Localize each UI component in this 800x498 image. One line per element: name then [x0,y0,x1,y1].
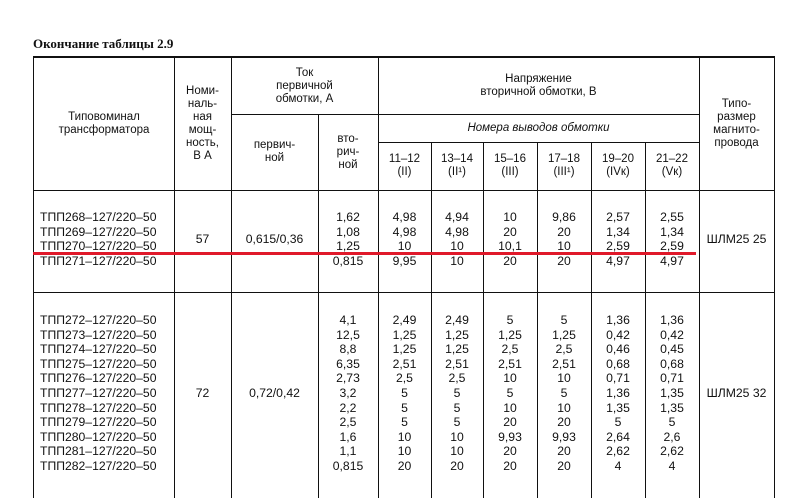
row-voltage-value: 2,5 [555,342,573,357]
row-voltage-value: 2,59 [606,239,630,254]
row-type: ТПП269–127/220–50 [40,224,157,239]
row-voltage-value: 10 [397,429,412,444]
row-voltage-value: 10 [503,210,517,224]
row-voltage-value: 20 [557,253,571,268]
row-voltage-value: 2,57 [606,210,630,224]
table-caption: Окончание таблицы 2.9 [33,36,174,51]
row-secondary-current: 12,5 [336,327,360,342]
row-voltage-value: 5 [401,386,408,400]
group-primary-current: 0,72/0,42 [249,386,300,401]
row-secondary-current: 1,25 [336,239,360,254]
row-voltage-value: 2,64 [606,429,630,444]
row-voltage-value: 1,25 [445,342,469,357]
header-voltage-col: 15–16 (III) [494,153,526,178]
header-voltage-col: 11–12 (II) [388,153,421,178]
row-voltage-value: 2,51 [498,356,522,371]
group-core-size: ШЛМ25 32 [706,386,767,401]
row-voltage-value: 0,46 [606,342,630,357]
header-current-primary: первич- ной [253,139,296,164]
row-voltage-value: 10 [557,371,571,386]
header-current-group: Ток первичной обмотки, А [275,66,334,105]
header-voltage-col: 19–20 (IVк) [602,153,634,178]
row-voltage-value: 1,25 [392,342,417,357]
row-voltage-value: 20 [557,459,571,473]
row-voltage-value: 1,35 [660,386,684,400]
row-voltage-value: 2,62 [660,444,684,459]
row-voltage-value: 20 [557,444,571,459]
row-voltage-value: 1,36 [606,386,630,400]
row-secondary-current: 1,62 [336,210,360,224]
row-voltage-value: 1,34 [660,224,684,239]
row-voltage-value: 1,34 [606,224,630,239]
row-type: ТПП281–127/220–50 [40,444,157,459]
row-voltage-value: 2,49 [392,313,417,327]
row-type: ТПП275–127/220–50 [40,356,157,371]
row-voltage-value: 5 [401,415,408,430]
row-voltage-value: 2,5 [501,342,519,357]
row-voltage-value: 1,36 [660,313,684,327]
group-primary-current: 0,615/0,36 [245,232,304,247]
row-voltage-value: 20 [503,459,517,473]
row-voltage-value: 20 [557,415,571,430]
row-voltage-value: 20 [503,224,517,239]
row-voltage-value: 0,42 [660,327,684,342]
row-voltage-value: 2,6 [663,429,681,444]
row-voltage-value: 5 [560,386,568,400]
row-voltage-value: 0,45 [660,342,684,357]
row-type: ТПП271–127/220–50 [40,253,157,268]
row-voltage-value: 1,25 [552,327,576,342]
group-power-value: 72 [195,386,210,401]
row-voltage-value: 20 [503,415,517,430]
row-secondary-current: 1,1 [339,444,357,459]
header-bottom-rule [34,190,774,191]
row-voltage-value: 5 [401,400,408,415]
row-voltage-value: 5 [453,415,461,430]
row-voltage-value: 10 [450,239,464,254]
row-voltage-value: 1,35 [606,400,630,415]
row-voltage-value: 4,97 [606,253,630,268]
row-voltage-value: 9,93 [552,429,576,444]
row-secondary-current: 3,2 [339,386,357,400]
row-voltage-value: 4,94 [445,210,469,224]
row-type: ТПП282–127/220–50 [40,459,157,473]
row-voltage-value: 0,68 [606,356,630,371]
header-terminals: Номера выводов обмотки [467,121,610,134]
row-voltage-value: 2,51 [552,356,576,371]
row-voltage-value: 1,35 [660,400,684,415]
group-core-size: ШЛМ25 25 [706,232,767,247]
row-voltage-value: 20 [450,459,464,473]
highlight-underline [33,252,696,255]
row-voltage-value: 10 [503,400,517,415]
row-voltage-value: 0,71 [660,371,684,386]
row-voltage-value: 2,49 [445,313,469,327]
row-type: ТПП277–127/220–50 [40,386,157,400]
row-voltage-value: 10 [557,239,571,254]
row-voltage-value: 9,93 [498,429,522,444]
row-voltage-value: 2,5 [448,371,466,386]
row-secondary-current: 0,815 [332,459,364,473]
row-secondary-current: 1,6 [339,429,357,444]
row-voltage-value: 0,42 [606,327,630,342]
row-voltage-value: 1,25 [498,327,522,342]
row-voltage-value: 9,86 [552,210,576,224]
row-voltage-value: 5 [506,313,514,327]
row-type: ТПП276–127/220–50 [40,371,157,386]
header-voltage-col: 13–14 (II¹) [441,153,473,178]
row-voltage-value: 0,71 [606,371,630,386]
row-type: ТПП273–127/220–50 [40,327,157,342]
row-voltage-value: 10 [557,400,571,415]
row-voltage-value: 5 [453,400,461,415]
row-secondary-current: 0,815 [332,253,364,268]
row-voltage-value: 5 [614,415,622,430]
row-voltage-value: 4,97 [660,253,684,268]
row-voltage-value: 10,1 [498,239,522,254]
row-voltage-value: 4 [668,459,676,473]
row-voltage-value: 20 [503,253,517,268]
header-core: Типо- размер магнито- провода [713,98,760,149]
header-type: Типовоминал трансформатора [58,111,150,136]
row-type: ТПП274–127/220–50 [40,342,157,357]
row-voltage-value: 1,25 [445,327,469,342]
row-voltage-value: 1,36 [606,313,630,327]
row-secondary-current: 4,1 [339,313,357,327]
row-type: ТПП279–127/220–50 [40,415,157,430]
row-voltage-value: 5 [506,386,514,400]
data-table [33,56,775,498]
row-voltage-value: 4,98 [392,210,417,224]
row-voltage-value: 5 [560,313,568,327]
header-voltage-col: 17–18 (III¹) [548,153,580,178]
row-secondary-current: 2,2 [339,400,357,415]
row-voltage-value: 10 [450,429,464,444]
row-type: ТПП272–127/220–50 [40,313,157,327]
row-secondary-current: 6,35 [336,356,360,371]
row-type: ТПП270–127/220–50 [40,239,157,254]
row-voltage-value: 2,55 [660,210,684,224]
row-voltage-value: 2,62 [606,444,630,459]
row-voltage-value: 2,51 [445,356,469,371]
row-voltage-value: 4 [614,459,622,473]
group-separator [34,292,774,293]
row-voltage-value: 5 [668,415,676,430]
row-voltage-value: 2,59 [660,239,684,254]
row-type: ТПП280–127/220–50 [40,429,157,444]
row-voltage-value: 2,51 [392,356,417,371]
row-voltage-value: 20 [397,459,412,473]
row-voltage-value: 10 [397,239,412,254]
header-voltage-col: 21–22 (Vк) [656,153,688,178]
header-voltage-group: Напряжение вторичной обмотки, В [480,73,597,98]
row-voltage-value: 10 [450,444,464,459]
row-voltage-value: 9,95 [392,253,417,268]
row-voltage-value: 5 [453,386,461,400]
row-secondary-current: 2,73 [336,371,360,386]
row-type: ТПП268–127/220–50 [40,210,157,224]
row-secondary-current: 2,5 [339,415,357,430]
row-type: ТПП278–127/220–50 [40,400,157,415]
row-voltage-value: 10 [450,253,464,268]
header-current-secondary: вто- рич- ной [336,132,360,171]
row-voltage-value: 10 [503,371,517,386]
group-power-value: 57 [195,232,210,247]
row-voltage-value: 10 [397,444,412,459]
row-secondary-current: 1,08 [336,224,360,239]
row-voltage-value: 20 [557,224,571,239]
row-voltage-value: 2,5 [396,371,413,386]
row-secondary-current: 8,8 [339,342,357,357]
row-voltage-value: 1,25 [392,327,417,342]
header-power: Номи- наль- ная мощ- ность, В А [186,85,219,162]
row-voltage-value: 0,68 [660,356,684,371]
row-voltage-value: 4,98 [392,224,417,239]
row-voltage-value: 4,98 [445,224,469,239]
row-voltage-value: 20 [503,444,517,459]
